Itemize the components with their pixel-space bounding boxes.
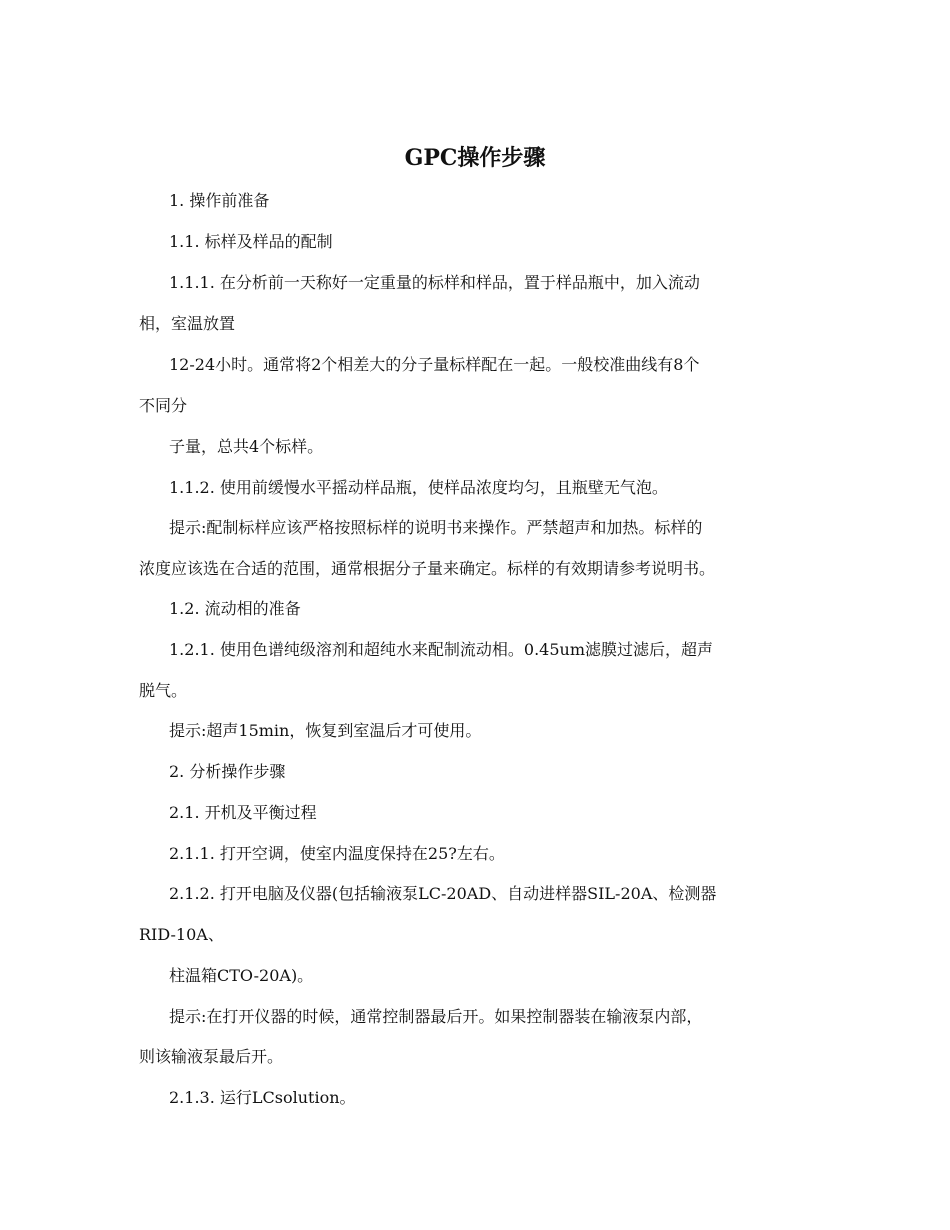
paragraph-1-1-1: 1.1.1. 在分析前一天称好一定重量的标样和样品，置于样品瓶中，加入流动 <box>169 273 700 292</box>
tip-paragraph-cont: 浓度应该选在合适的范围，通常根据分子量来确定。标样的有效期请参考说明书。 <box>139 559 716 578</box>
paragraph-2-1-2: 2.1.2. 打开电脑及仪器(包括输液泵LC-20AD、自动进样器SIL-20A、检测器 <box>169 884 717 903</box>
heading-2-1: 2.1. 开机及平衡过程 <box>169 803 317 822</box>
paragraph-2-1-3: 2.1.3. 运行LCsolution。 <box>169 1088 356 1107</box>
tip-paragraph-cont: 则该输液泵最后开。 <box>139 1047 284 1066</box>
paragraph-2-1-2-cont: RID-10A、 <box>139 925 224 944</box>
paragraph-2-1-2-cont: 柱温箱CTO-20A)。 <box>169 966 314 985</box>
paragraph-line: 子量，总共4个标样。 <box>169 437 324 456</box>
paragraph-1-1-1-cont: 相，室温放置 <box>139 314 236 333</box>
tip-paragraph: 提示:超声15min，恢复到室温后才可使用。 <box>169 721 482 740</box>
paragraph-line: 12-24小时。通常将2个相差大的分子量标样配在一起。一般校准曲线有8个 <box>169 355 700 374</box>
document-title: GPC操作步骤 <box>404 145 546 171</box>
heading-1-1: 1.1. 标样及样品的配制 <box>169 232 333 251</box>
paragraph-line: 不同分 <box>139 396 188 415</box>
tip-paragraph: 提示:配制标样应该严格按照标样的说明书来操作。严禁超声和加热。标样的 <box>169 518 703 537</box>
paragraph-1-1-2: 1.1.2. 使用前缓慢水平摇动样品瓶，使样品浓度均匀，且瓶壁无气泡。 <box>169 478 668 497</box>
paragraph-2-1-1: 2.1.1. 打开空调，使室内温度保持在25?左右。 <box>169 844 505 863</box>
heading-1: 1. 操作前准备 <box>169 191 270 210</box>
paragraph-1-2-1-cont: 脱气。 <box>139 681 188 700</box>
tip-paragraph: 提示:在打开仪器的时候，通常控制器最后开。如果控制器装在输液泵内部， <box>169 1007 703 1026</box>
heading-2: 2. 分析操作步骤 <box>169 762 286 781</box>
paragraph-1-2-1: 1.2.1. 使用色谱纯级溶剂和超纯水来配制流动相。0.45um滤膜过滤后，超声 <box>169 640 713 659</box>
heading-1-2: 1.2. 流动相的准备 <box>169 599 301 618</box>
